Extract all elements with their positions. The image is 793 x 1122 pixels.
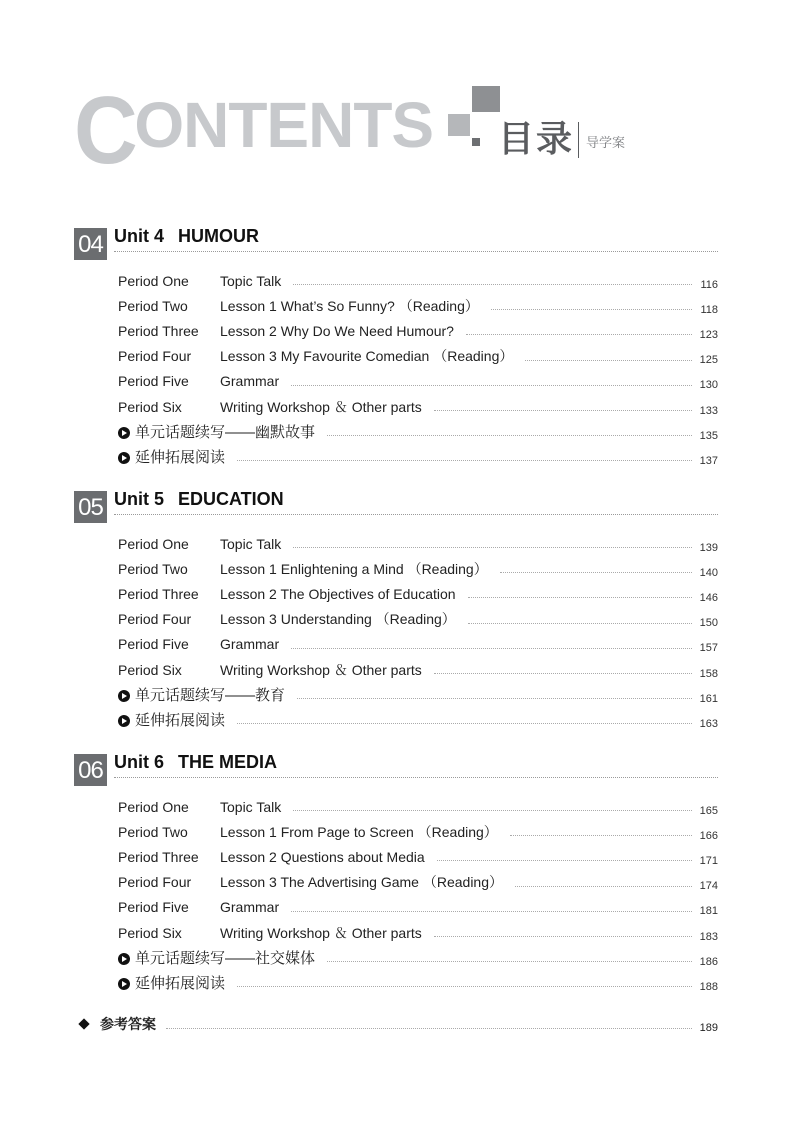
lesson-title: Lesson 2 Why Do We Need Humour? <box>220 322 454 339</box>
toc-entry[interactable] <box>74 819 718 844</box>
page-number: 130 <box>699 379 718 392</box>
page-number: 116 <box>700 278 718 291</box>
page-number: 171 <box>699 854 718 867</box>
period-label: Period Two <box>118 297 188 314</box>
period-label: Period Six <box>118 398 182 415</box>
page-number: 125 <box>699 354 718 367</box>
guide-label: 导学案 <box>586 135 626 150</box>
unit-name: THE MEDIA <box>178 752 278 772</box>
unit-header <box>74 228 718 262</box>
period-label: Period Four <box>118 348 192 365</box>
toc-entry[interactable] <box>74 318 718 343</box>
page-number: 174 <box>699 880 718 893</box>
lesson-title: Lesson 2 The Objectives of Education <box>220 585 456 602</box>
leader-dots <box>293 547 692 548</box>
unit-title[interactable] <box>114 485 284 513</box>
leader-dots <box>291 911 692 912</box>
leader-dots <box>468 597 692 598</box>
leader-dots <box>434 936 692 937</box>
unit-label: Unit 5 <box>114 489 165 509</box>
toc-entry[interactable] <box>74 607 718 632</box>
lesson-title: Grammar <box>220 373 280 390</box>
leader-dots <box>525 360 692 361</box>
toc-entry-extra[interactable] <box>74 682 718 707</box>
play-bullet-icon <box>118 452 130 464</box>
answers-label: 参考答案 <box>100 1016 156 1032</box>
page-number: 163 <box>699 717 718 730</box>
extra-title: 延伸拓展阅读 <box>135 712 226 730</box>
contents-rest: ONTENTS <box>134 89 434 161</box>
page-number: 150 <box>699 617 718 630</box>
unit-header <box>74 491 718 525</box>
unit-number-badge: 06 <box>74 754 107 786</box>
leader-dots <box>468 623 692 624</box>
leader-dots <box>291 385 692 386</box>
unit-label: Unit 4 <box>114 226 165 246</box>
play-bullet-icon <box>118 978 130 990</box>
period-label: Period Four <box>118 611 192 628</box>
lesson-title: Lesson 2 Questions about Media <box>220 848 425 865</box>
leader-dots <box>293 810 692 811</box>
leader-dots <box>491 309 692 310</box>
period-label: Period Two <box>118 823 188 840</box>
leader-dots <box>297 698 692 699</box>
toc-entry[interactable] <box>74 344 718 369</box>
page-number: 135 <box>699 429 718 442</box>
toc-entry[interactable] <box>74 581 718 606</box>
page-number: 158 <box>699 667 718 680</box>
leader-dots <box>291 648 692 649</box>
period-label: Period Three <box>118 322 199 339</box>
leader-dots <box>434 673 692 674</box>
lesson-title: Writing Workshop ＆ Other parts <box>220 661 422 678</box>
period-label: Period One <box>118 272 189 289</box>
unit-number-badge: 05 <box>74 491 107 523</box>
extra-title: 延伸拓展阅读 <box>135 449 226 467</box>
lesson-title: Lesson 1 Enlightening a Mind （Reading） <box>220 560 488 577</box>
toc-entry[interactable] <box>74 870 718 895</box>
toc-entry[interactable] <box>74 394 718 419</box>
play-bullet-icon <box>118 715 130 727</box>
extra-title: 单元话题续写——幽默故事 <box>135 424 316 442</box>
period-label: Period Six <box>118 661 182 678</box>
diamond-bullet-icon <box>78 1018 89 1029</box>
extra-title: 延伸拓展阅读 <box>135 975 226 993</box>
leader-dots <box>434 410 692 411</box>
lesson-title: Writing Workshop ＆ Other parts <box>220 398 422 415</box>
page-number: 118 <box>700 303 718 316</box>
answers-entry[interactable] <box>80 1012 718 1036</box>
toc-entry[interactable] <box>74 844 718 869</box>
period-label: Period Five <box>118 899 189 916</box>
toc-entry-extra[interactable] <box>74 444 718 469</box>
page-number: 183 <box>699 930 718 943</box>
lesson-title: Grammar <box>220 899 280 916</box>
period-label: Period Six <box>118 924 182 941</box>
contents-initial: C <box>74 77 137 184</box>
header-divider <box>578 122 579 158</box>
leader-dots <box>237 723 692 724</box>
toc-entry[interactable] <box>74 531 718 556</box>
toc-entry[interactable] <box>74 657 718 682</box>
lesson-title: Writing Workshop ＆ Other parts <box>220 924 422 941</box>
unit-entries <box>74 531 718 733</box>
page-number: 189 <box>699 1022 718 1034</box>
page-number: 186 <box>699 955 718 968</box>
decor-square-dark <box>472 86 500 112</box>
unit-entries <box>74 268 718 470</box>
play-bullet-icon <box>118 427 130 439</box>
lesson-title: Topic Talk <box>220 798 282 815</box>
unit-label: Unit 6 <box>114 752 165 772</box>
lesson-title: Lesson 3 My Favourite Comedian （Reading） <box>220 348 514 365</box>
unit-section-4 <box>74 228 718 470</box>
page-number: 139 <box>699 541 718 554</box>
period-label: Period One <box>118 798 189 815</box>
unit-entries <box>74 794 718 996</box>
lesson-title: Topic Talk <box>220 535 282 552</box>
mulu-title: 目录 <box>498 118 575 159</box>
unit-header <box>74 754 718 788</box>
period-label: Period One <box>118 535 189 552</box>
play-bullet-icon <box>118 953 130 965</box>
leader-dots <box>327 961 692 962</box>
lesson-title: Grammar <box>220 636 280 653</box>
leader-dots <box>237 986 692 987</box>
page-number: 166 <box>699 829 718 842</box>
toc-entry[interactable] <box>74 369 718 394</box>
page-number: 161 <box>699 692 718 705</box>
leader-dots <box>293 284 692 285</box>
page-number: 123 <box>699 328 718 341</box>
leader-dots <box>166 1028 692 1029</box>
toc-entry-extra[interactable] <box>74 970 718 995</box>
unit-divider <box>114 777 718 778</box>
toc-entry[interactable] <box>74 268 718 293</box>
unit-section-5 <box>74 491 718 733</box>
period-label: Period Three <box>118 585 199 602</box>
unit-divider <box>114 251 718 252</box>
toc-entry[interactable] <box>74 895 718 920</box>
lesson-title: Lesson 3 The Advertising Game （Reading） <box>220 874 504 891</box>
period-label: Period Four <box>118 874 192 891</box>
toc-entry[interactable] <box>74 632 718 657</box>
unit-name: HUMOUR <box>178 226 260 246</box>
decor-square-dot <box>472 138 480 146</box>
page-number: 188 <box>699 980 718 993</box>
toc-entry[interactable] <box>74 794 718 819</box>
lesson-title: Topic Talk <box>220 272 282 289</box>
toc-entry[interactable] <box>74 556 718 581</box>
unit-section-6 <box>74 754 718 996</box>
toc-entry[interactable] <box>74 920 718 945</box>
page-number: 137 <box>699 454 718 467</box>
unit-number-badge: 04 <box>74 228 107 260</box>
unit-divider <box>114 514 718 515</box>
leader-dots <box>327 435 692 436</box>
lesson-title: Lesson 3 Understanding （Reading） <box>220 611 456 628</box>
contents-header <box>74 77 694 184</box>
unit-title[interactable] <box>114 748 277 776</box>
leader-dots <box>466 334 692 335</box>
extra-title: 单元话题续写——社交媒体 <box>135 950 316 968</box>
page-number: 140 <box>699 566 718 579</box>
period-label: Period Three <box>118 848 199 865</box>
leader-dots <box>237 460 692 461</box>
extra-title: 单元话题续写——教育 <box>135 687 286 705</box>
page-number: 157 <box>699 642 718 655</box>
period-label: Period Two <box>118 560 188 577</box>
contents-title <box>74 77 434 184</box>
leader-dots <box>510 835 692 836</box>
leader-dots <box>515 886 692 887</box>
lesson-title: Lesson 1 What’s So Funny? （Reading） <box>220 297 479 314</box>
unit-name: EDUCATION <box>178 489 284 509</box>
toc-entry-extra[interactable] <box>74 945 718 970</box>
play-bullet-icon <box>118 690 130 702</box>
toc-entry-extra[interactable] <box>74 707 718 732</box>
period-label: Period Five <box>118 373 189 390</box>
leader-dots <box>437 860 692 861</box>
leader-dots <box>500 572 692 573</box>
toc-entry[interactable] <box>74 293 718 318</box>
period-label: Period Five <box>118 636 189 653</box>
page-number: 181 <box>699 905 718 918</box>
lesson-title: Lesson 1 From Page to Screen （Reading） <box>220 823 498 840</box>
toc-entry-extra[interactable] <box>74 419 718 444</box>
page-number: 146 <box>699 591 718 604</box>
decor-square-light <box>448 114 470 136</box>
page-number: 133 <box>699 404 718 417</box>
unit-title[interactable] <box>114 222 259 250</box>
page-number: 165 <box>699 804 718 817</box>
